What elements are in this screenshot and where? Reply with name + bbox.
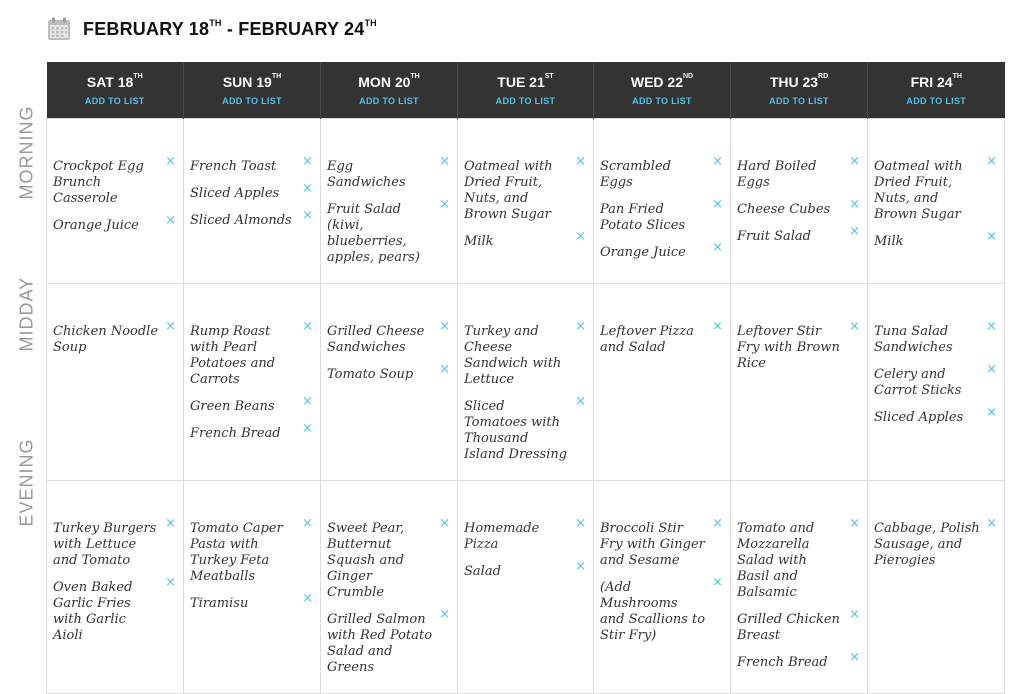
meal-cell — [594, 284, 731, 481]
meal-item-text: Milk — [464, 234, 494, 249]
title-separator: - — [221, 18, 239, 39]
remove-item-icon[interactable]: × — [302, 516, 313, 531]
remove-item-icon[interactable]: × — [986, 405, 997, 420]
day-suffix: RD — [818, 73, 829, 80]
meal-item — [464, 516, 586, 553]
meal-item — [53, 319, 176, 356]
meal-planner-grid — [16, 62, 1004, 675]
meal-item — [874, 154, 997, 223]
meal-cell — [47, 481, 184, 694]
meal-item-text: Tiramisu — [190, 596, 249, 611]
remove-item-icon[interactable]: × — [986, 229, 997, 244]
period-label-midday — [14, 276, 40, 354]
meal-item-text: Turkey Burgers with Lettuce and Tomato — [53, 521, 157, 568]
title-end: FEBRUARY 24 — [238, 18, 365, 39]
meal-item-text: Grilled Chicken Breast — [737, 612, 840, 643]
meal-item — [327, 197, 450, 266]
meal-cell — [47, 119, 184, 284]
meal-item — [874, 362, 997, 399]
meal-item-text: Grilled Cheese Sandwiches — [327, 324, 425, 355]
title-end-suffix: TH — [364, 17, 377, 28]
meal-item — [53, 575, 176, 644]
meal-cell — [184, 119, 321, 284]
remove-item-icon[interactable]: × — [575, 319, 586, 334]
meal-cell — [47, 284, 184, 481]
meal-item-text: Orange Juice — [53, 218, 139, 233]
remove-item-icon[interactable]: × — [302, 208, 313, 223]
remove-item-icon[interactable]: × — [575, 559, 586, 574]
meal-item-text: Orange Juice — [600, 245, 686, 260]
period-label-text: EVENING — [16, 437, 37, 526]
meal-item — [53, 213, 176, 234]
day-header — [184, 62, 321, 119]
meal-item-text: Sweet Pear, Butternut Squash and Ginger Crumble — [327, 521, 405, 600]
meal-cell — [731, 481, 868, 694]
day-suffix: ST — [544, 73, 554, 80]
period-label-text: MIDDAY — [16, 276, 37, 351]
remove-item-icon[interactable]: × — [439, 362, 450, 377]
meal-planner-table — [46, 62, 1005, 694]
day-suffix: ND — [683, 73, 694, 80]
remove-item-icon[interactable]: × — [165, 154, 176, 169]
meal-item — [464, 229, 586, 250]
meal-item-text: Hard Boiled Eggs — [737, 159, 817, 190]
meal-item-text: Leftover Stir Fry with Brown Rice — [737, 324, 840, 371]
day-label: MON 20 — [358, 74, 411, 90]
title-start: FEBRUARY 18 — [83, 18, 210, 39]
day-label: WED 22 — [630, 74, 683, 90]
meal-cell — [184, 284, 321, 481]
day-header — [594, 62, 731, 119]
meal-cell — [868, 481, 1005, 694]
meal-item — [190, 591, 313, 612]
meal-item-text: Tuna Salad Sandwiches — [874, 324, 953, 355]
meal-item-text: Oven Baked Garlic Fries with Garlic Aioli — [53, 580, 133, 643]
remove-item-icon[interactable]: × — [439, 197, 450, 212]
remove-item-icon[interactable]: × — [165, 575, 176, 590]
day-name — [868, 74, 1005, 90]
remove-item-icon[interactable]: × — [849, 607, 860, 622]
meal-item — [737, 650, 860, 671]
remove-item-icon[interactable]: × — [302, 154, 313, 169]
remove-item-icon[interactable]: × — [302, 421, 313, 436]
meal-item — [464, 559, 586, 580]
meal-item — [190, 208, 313, 229]
remove-item-icon[interactable]: × — [712, 197, 723, 212]
day-name — [321, 74, 457, 90]
day-label: FRI 24 — [910, 74, 953, 90]
meal-item-text: French Toast — [190, 159, 277, 174]
remove-item-icon[interactable]: × — [849, 650, 860, 665]
add-to-list-link[interactable]: ADD TO LIST — [769, 96, 829, 106]
day-suffix: TH — [952, 73, 962, 80]
meal-row-morning — [47, 119, 1005, 284]
meal-cell — [321, 481, 458, 694]
meal-item — [874, 319, 997, 356]
remove-item-icon[interactable]: × — [986, 319, 997, 334]
remove-item-icon[interactable]: × — [165, 319, 176, 334]
meal-item-text: Grilled Salmon with Red Potato Salad and Greens — [327, 612, 433, 675]
calendar-icon — [47, 17, 71, 41]
meal-item-text: Tomato Caper Pasta with Turkey Feta Meatballs — [190, 521, 283, 584]
meal-item-text: (Add Mushrooms and Scallions to Stir Fry) — [600, 580, 706, 643]
remove-item-icon[interactable]: × — [986, 516, 997, 531]
meal-item-text: Sliced Apples — [190, 186, 280, 201]
day-label: SUN 19 — [222, 74, 272, 90]
add-to-list-link[interactable]: ADD TO LIST — [495, 96, 556, 106]
meal-item-text: Broccoli Stir Fry with Ginger and Sesame — [600, 521, 705, 568]
meal-item-text: Fruit Salad (kiwi, blueberries, apples, pears) — [327, 202, 420, 265]
remove-item-icon[interactable]: × — [302, 394, 313, 409]
remove-item-icon[interactable]: × — [575, 394, 586, 409]
meal-item-text: Sliced Tomatoes with Thousand Island Dressing — [464, 399, 568, 462]
meal-item-text: Homemade Pizza — [464, 521, 540, 552]
add-to-list-link[interactable]: ADD TO LIST — [359, 96, 419, 106]
meal-item — [600, 319, 723, 356]
remove-item-icon[interactable]: × — [986, 154, 997, 169]
meal-row-midday — [47, 284, 1005, 481]
meal-item — [737, 197, 860, 218]
remove-item-icon[interactable]: × — [302, 591, 313, 606]
day-header-row — [47, 62, 1005, 119]
remove-item-icon[interactable]: × — [849, 197, 860, 212]
remove-item-icon[interactable]: × — [849, 319, 860, 334]
meal-item — [53, 516, 176, 569]
day-name — [184, 74, 320, 90]
remove-item-icon[interactable]: × — [439, 319, 450, 334]
meal-item-text: French Bread — [190, 426, 281, 441]
remove-item-icon[interactable]: × — [712, 319, 723, 334]
meal-item — [737, 516, 860, 601]
meal-item — [874, 516, 997, 569]
remove-item-icon[interactable]: × — [712, 154, 723, 169]
meal-item-text: Cabbage, Polish Sausage, and Pierogies — [874, 521, 980, 568]
meal-cell — [731, 284, 868, 481]
meal-cell — [321, 119, 458, 284]
remove-item-icon[interactable]: × — [575, 154, 586, 169]
meal-cell — [868, 284, 1005, 481]
meal-item — [53, 154, 176, 207]
period-label-evening — [14, 437, 40, 529]
remove-item-icon[interactable]: × — [165, 213, 176, 228]
meal-item-text: Egg Sandwiches — [327, 159, 406, 190]
day-label: TUE 21 — [497, 74, 545, 90]
meal-item — [190, 154, 313, 175]
add-to-list-link[interactable]: ADD TO LIST — [632, 96, 692, 106]
meal-item-text: Tomato and Mozzarella Salad with Basil and Balsamic — [737, 521, 815, 600]
meal-item-text: Celery and Carrot Sticks — [874, 367, 962, 398]
meal-item — [190, 181, 313, 202]
meal-item-text: Turkey and Cheese Sandwich with Lettuce — [464, 324, 562, 387]
day-suffix: TH — [271, 73, 282, 80]
meal-item — [600, 154, 723, 191]
day-header — [458, 62, 594, 119]
meal-item — [600, 197, 723, 234]
remove-item-icon[interactable]: × — [439, 607, 450, 622]
meal-item-text: Crockpot Egg Brunch Casserole — [53, 159, 144, 206]
meal-item — [737, 224, 860, 245]
day-name — [47, 74, 184, 90]
meal-item-text: Fruit Salad — [737, 229, 812, 244]
remove-item-icon[interactable]: × — [849, 516, 860, 531]
meal-item — [874, 229, 997, 250]
day-name — [731, 74, 867, 90]
meal-item-text: Oatmeal with Dried Fruit, Nuts, and Brown Sugar — [464, 159, 553, 222]
meal-item-text: French Bread — [737, 655, 828, 670]
day-label: THU 23 — [769, 74, 819, 90]
period-label-morning — [14, 105, 40, 202]
meal-item-text: Green Beans — [190, 399, 275, 414]
day-name — [594, 74, 730, 90]
meal-cell — [594, 119, 731, 284]
meal-item — [600, 516, 723, 569]
page-title — [83, 19, 377, 40]
day-suffix: TH — [410, 73, 420, 80]
day-name — [458, 74, 593, 90]
day-header — [868, 62, 1005, 119]
meal-item — [327, 516, 450, 601]
meal-item — [327, 319, 450, 356]
meal-item — [874, 405, 997, 426]
meal-item — [190, 421, 313, 442]
meal-cell — [594, 481, 731, 694]
meal-item-text: Cheese Cubes — [737, 202, 831, 217]
meal-item-text: Leftover Pizza and Salad — [600, 324, 694, 355]
meal-item — [190, 394, 313, 415]
remove-item-icon[interactable]: × — [575, 516, 586, 531]
remove-item-icon[interactable]: × — [849, 224, 860, 239]
meal-item-text: Rump Roast with Pearl Potatoes and Carrots — [190, 324, 276, 387]
title-start-suffix: TH — [209, 17, 222, 28]
meal-cell — [458, 284, 594, 481]
meal-item-text: Scrambled Eggs — [600, 159, 671, 190]
meal-cell — [184, 481, 321, 694]
meal-item — [737, 607, 860, 644]
remove-item-icon[interactable]: × — [439, 154, 450, 169]
day-header — [47, 62, 184, 119]
meal-item — [190, 319, 313, 388]
day-suffix: TH — [133, 73, 143, 80]
add-to-list-link[interactable]: ADD TO LIST — [84, 96, 145, 106]
meal-item-text: Chicken Noodle Soup — [53, 324, 159, 355]
period-label-text: MORNING — [16, 105, 37, 200]
remove-item-icon[interactable]: × — [302, 181, 313, 196]
meal-item — [737, 319, 860, 372]
day-header — [321, 62, 458, 119]
meal-item — [464, 154, 586, 223]
meal-item — [464, 394, 586, 463]
meal-cell — [458, 481, 594, 694]
remove-item-icon[interactable]: × — [849, 154, 860, 169]
remove-item-icon[interactable]: × — [165, 516, 176, 531]
remove-item-icon[interactable]: × — [575, 229, 586, 244]
meal-cell — [731, 119, 868, 284]
week-title-bar — [47, 14, 377, 44]
meal-item-text: Salad — [464, 564, 501, 579]
remove-item-icon[interactable]: × — [712, 516, 723, 531]
meal-item — [600, 575, 723, 644]
meal-item — [737, 154, 860, 191]
meal-item — [327, 154, 450, 191]
meal-item-text: Oatmeal with Dried Fruit, Nuts, and Brown Sugar — [874, 159, 963, 222]
meal-item — [464, 319, 586, 388]
remove-item-icon[interactable]: × — [986, 362, 997, 377]
meal-item-text: Pan Fried Potato Slices — [600, 202, 686, 233]
meal-cell — [868, 119, 1005, 284]
meal-item — [327, 362, 450, 383]
meal-cell — [458, 119, 594, 284]
add-to-list-link[interactable]: ADD TO LIST — [906, 96, 967, 106]
meal-item-text: Sliced Almonds — [190, 213, 292, 228]
day-label: SAT 18 — [86, 74, 134, 90]
remove-item-icon[interactable]: × — [439, 516, 450, 531]
meal-item — [600, 240, 723, 261]
meal-item — [190, 516, 313, 585]
meal-item — [327, 607, 450, 676]
remove-item-icon[interactable]: × — [712, 240, 723, 255]
meal-cell — [321, 284, 458, 481]
meal-item-text: Sliced Apples — [874, 410, 964, 425]
meal-item-text: Tomato Soup — [327, 367, 414, 382]
add-to-list-link[interactable]: ADD TO LIST — [222, 96, 282, 106]
day-header — [731, 62, 868, 119]
remove-item-icon[interactable]: × — [712, 575, 723, 590]
remove-item-icon[interactable]: × — [302, 319, 313, 334]
meal-item-text: Milk — [874, 234, 904, 249]
meal-row-evening — [47, 481, 1005, 694]
